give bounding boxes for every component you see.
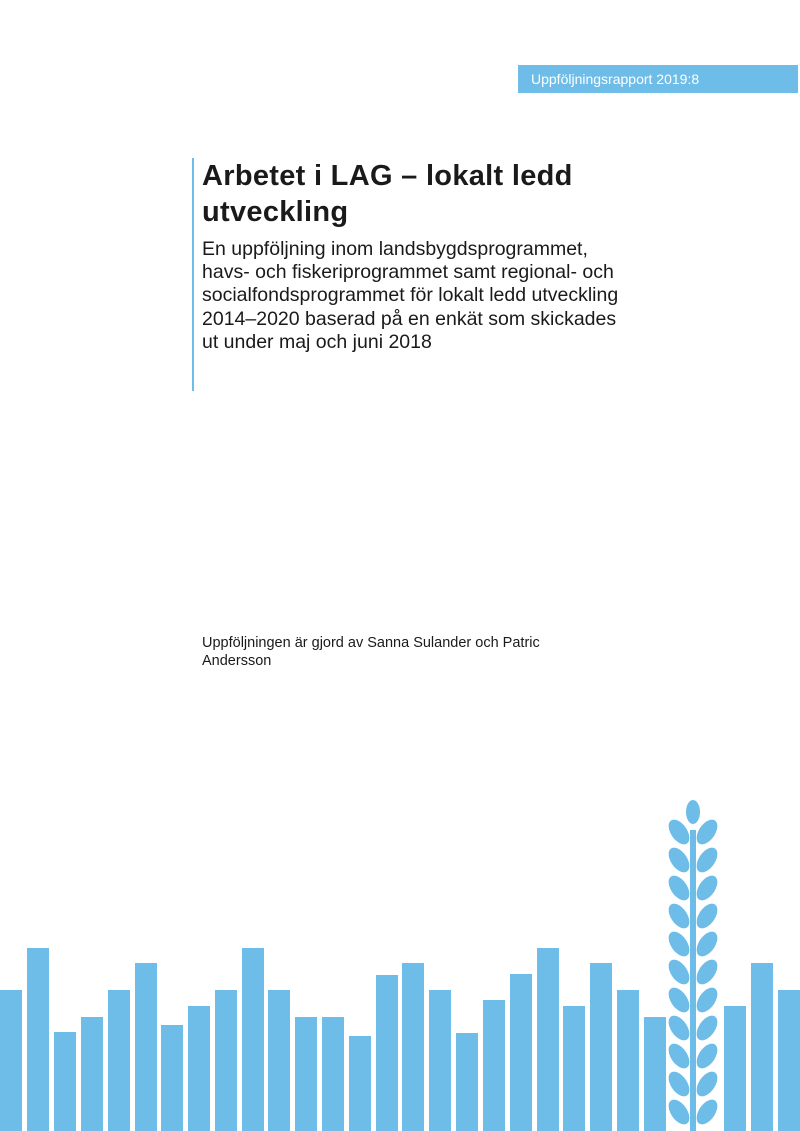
page-subtitle: En uppföljning inom landsbygdsprogrammet, havs- och fiskeriprogrammet samt regional- och socialfondsprogrammet för lokalt ledd utveckling 2014–2020 baserad på en enkät som skickades ut under maj och juni 2018 — [202, 238, 619, 353]
decor-bar — [617, 990, 639, 1131]
decorative-bar-pattern — [0, 790, 800, 1131]
decor-bar — [778, 990, 800, 1131]
decor-bar — [644, 1017, 666, 1131]
decor-bar — [483, 1000, 505, 1131]
decor-bar — [537, 948, 559, 1131]
title-block — [192, 158, 622, 391]
decor-bar — [108, 990, 130, 1131]
decor-bar — [81, 1017, 103, 1131]
decor-bar — [429, 990, 451, 1131]
decor-bar — [215, 990, 237, 1131]
authors-note: Uppföljningen är gjord av Sanna Sulander och Patric Andersson — [202, 635, 540, 669]
decor-bar — [161, 1025, 183, 1131]
decor-bar — [376, 975, 398, 1131]
decor-bar — [0, 990, 22, 1131]
decor-bar — [295, 1017, 317, 1131]
report-series-badge: Uppföljningsrapport 2019:8 — [518, 65, 798, 93]
wheat-ear-icon — [664, 800, 721, 1131]
decor-bar — [242, 948, 264, 1131]
decor-bar — [188, 1006, 210, 1131]
decor-bar — [268, 990, 290, 1131]
decor-bar — [724, 1006, 746, 1131]
page-title: Arbetet i LAG – lokalt ledd utveckling — [202, 160, 573, 228]
decor-bar — [456, 1033, 478, 1131]
decor-bar — [349, 1036, 371, 1131]
decor-bar — [510, 974, 532, 1131]
decor-bar — [27, 948, 49, 1131]
decor-bar — [751, 963, 773, 1131]
decor-bar — [563, 1006, 585, 1131]
decor-bar — [590, 963, 612, 1131]
decor-bar — [402, 963, 424, 1131]
decor-bar — [135, 963, 157, 1131]
decor-bar — [54, 1032, 76, 1131]
decor-bar — [322, 1017, 344, 1131]
